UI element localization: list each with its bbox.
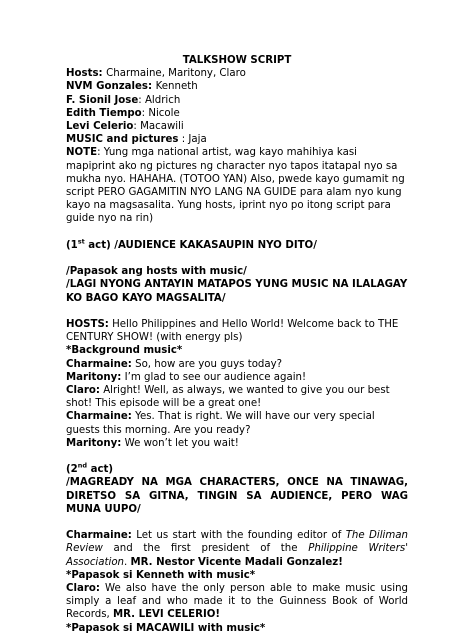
cast-value: Nicole [148,107,180,119]
dialog-line: Maritony: We won’t let you wait! [66,437,239,449]
dialog-line: Claro: Alright! Well, as always, we wanted to give you our best shot! This episode will be a great one! [66,385,390,410]
cast-line-sionil: F. Sionil Jose: Aldrich [66,94,181,106]
cast-label: MUSIC and pictures [66,134,179,146]
dialog-block-1 [66,318,408,450]
note-text: Yung mga national artist, wag kayo mahihiya kasi mapiprint ako ng pictures ng character nyo tapos itatapal nyo sa mukha nyo. HAHAHA. (TOTOO YAN) Also, pwede kayo gumamit ng script PERO GAGAMITIN NYO LANG NA GUIDE para alam nyo kung kayo na magsasalita. Yung hosts, iprint nyo po itong script para guide nyo na rin) [66,147,405,225]
act2-heading: (2nd act) [66,461,114,476]
cast-line-edith: Edith Tiempo: Nicole [66,107,180,119]
cast-value: Aldrich [144,94,181,106]
stage-direction-1: /Papasok ang hosts with music/ [66,266,247,278]
dialog-charmaine-intro: Charmaine: Let us start with the founding editor of The Diliman Review and the first president of the Philippine Writers' Association. MR. Nestor Vicente Madali Gonzalez! [66,530,408,568]
cast-list [66,67,408,146]
cast-value: Charmaine, Maritony, Claro [106,68,246,80]
stage-direction-2: /LAGI NYONG ANTAYIN MATAPOS YUNG MUSIC NA ILALAGAY KO BAGO KAYO MAGSALITA/ [66,279,408,304]
note-label: NOTE [66,147,98,159]
cast-value: Kenneth [155,81,198,93]
stage-direction-3: /MAGREADY NA MGA CHARACTERS, ONCE NA TINAWAG, DIRETSO SA GITNA, TINGIN SA AUDIENCE, PERO WAG MUNA UUPO/ [66,477,408,515]
cast-label: F. Sionil Jose [66,94,139,106]
dialog-line: Maritony: I’m glad to see our audience again! [66,371,307,383]
dialog-claro-intro: Claro: We also have the only person able to make music using simply a leaf and who made it to the Guinness Book of World Records, MR. LEVI CELERIO! [66,583,408,621]
cast-line-hosts: Hosts: Charmaine, Maritony, Claro [66,68,246,80]
cast-label: Hosts [66,68,99,80]
music-cue-2: *Papasok si MACAWILI with music* [66,622,266,634]
cast-label: Levi Celerio [66,121,134,133]
music-cue-1: *Papasok si Kenneth with music* [66,569,256,581]
cast-label: NVM Gonzales [66,81,148,93]
cast-label: Edith Tiempo [66,107,142,119]
cast-value: Macawili [140,121,184,133]
cast-value: Jaja [188,134,207,146]
dialog-line: Charmaine: So, how are you guys today? [66,358,283,370]
note-paragraph: NOTE: Yung mga national artist, wag kayo mahihiya kasi mapiprint ako ng pictures ng character nyo tapos itatapal nyo sa mukha nyo. HAHAHA. (TOTOO YAN) Also, pwede kayo gumamit ng script PERO GAGAMITIN NYO LANG NA GUIDE para alam nyo kung kayo na magsasalita. Yung hosts, iprint nyo po itong script para guide nyo na rin) [66,147,405,225]
dialog-line: HOSTS: Hello Philippines and Hello World! Welcome back to THE CENTURY SHOW! (with energy pls) [66,319,399,344]
act1-superscript: st [77,237,85,246]
act1-heading: (1st act) /AUDIENCE KAKASAUPIN NYO DITO/ [66,237,317,251]
dialog-line: *Background music* [66,345,183,357]
cast-line-music: MUSIC and pictures : Jaja [66,134,207,146]
cast-line-levi: Levi Celerio: Macawili [66,121,184,133]
act2-superscript: nd [77,461,88,470]
cast-line-nvm: NVM Gonzales: Kenneth [66,81,198,93]
script-title: TALKSHOW SCRIPT [182,55,292,66]
dialog-line: Charmaine: Yes. That is right. We will have our very special guests this morning. Are you ready? [66,411,375,436]
